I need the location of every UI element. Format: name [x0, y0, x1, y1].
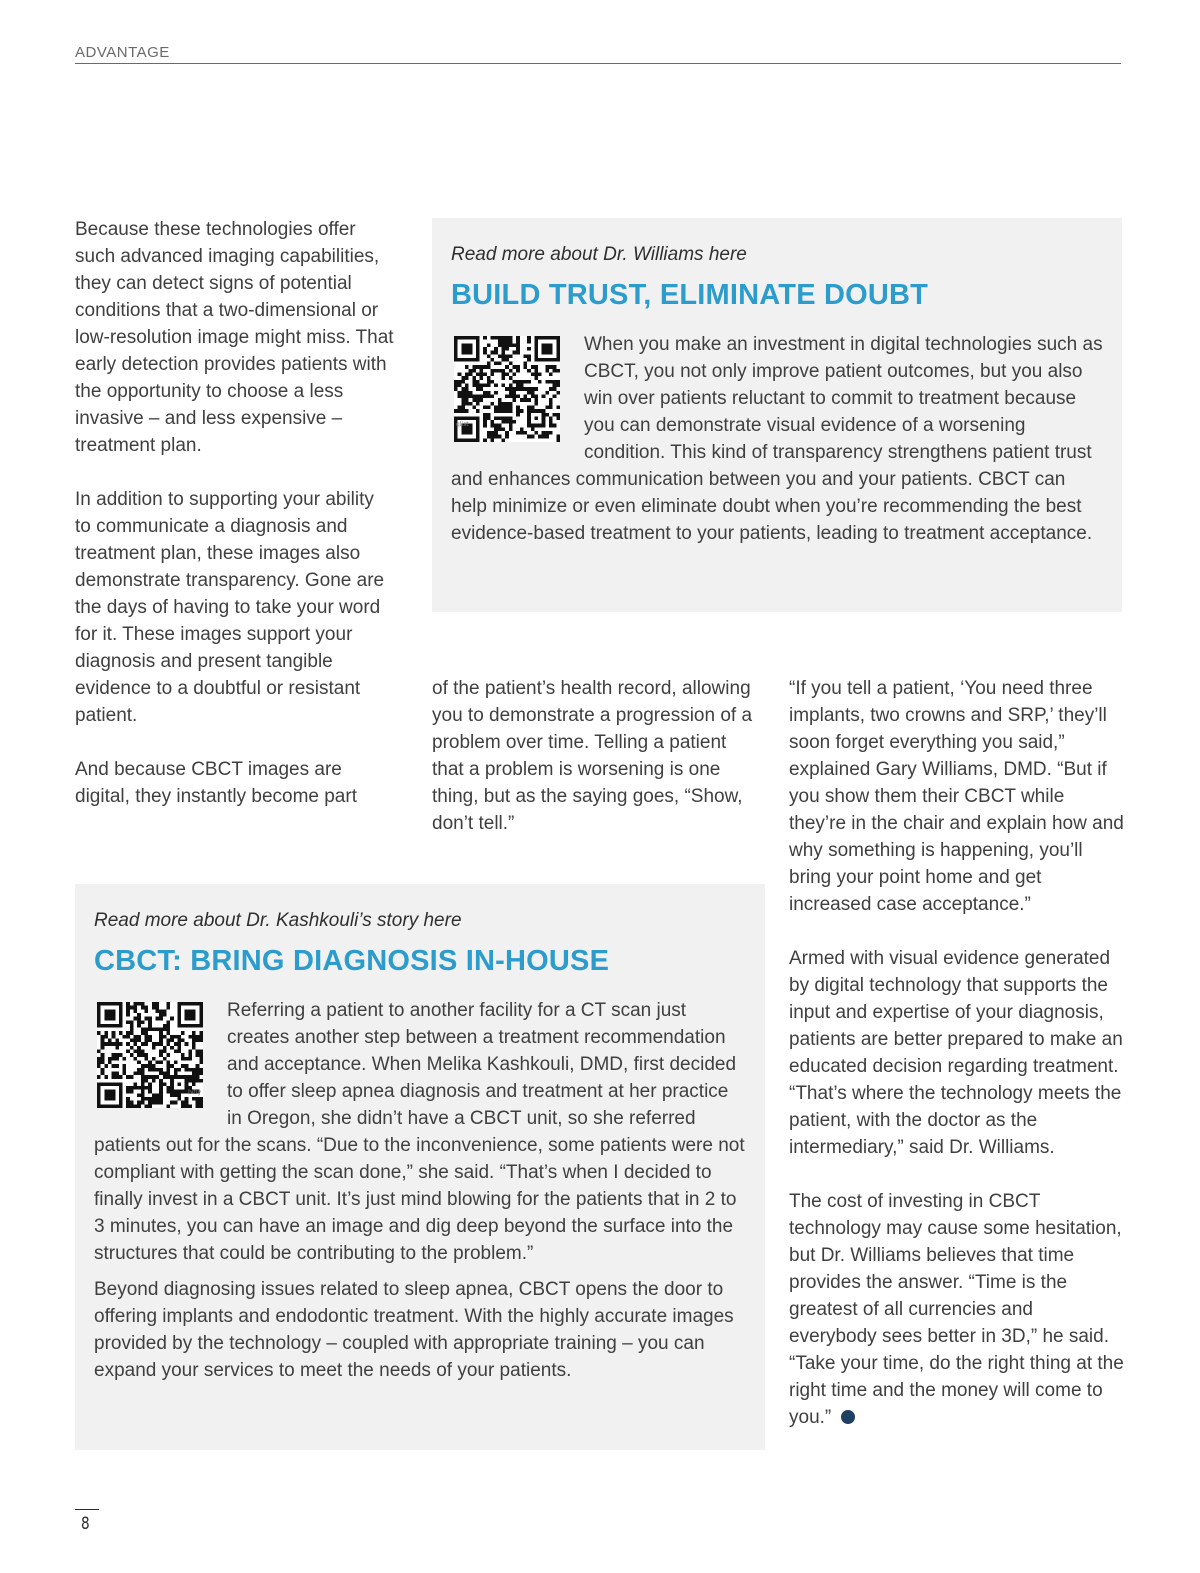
- in-house-paragraph-1: Referring a patient to another facility for a CT scan just creates another step between a treatment recommendation and acceptance. When Melika Kashkouli, DMD, first decided to offer sleep apnea diagnosis and treatment at her practice in Oregon, she didn’t have a CBCT unit, so she referred patients out for the scans. “Due to the inconvenience, some patients were not compliant with getting the scan done,” she said. “That’s when I decided to finally invest in a CBCT unit. It’s just mind blowing for the patients that in 2 to 3 minutes, you can have an image and dig deep beyond the surface into the structures that could be contributing to the problem.”: [94, 1000, 745, 1264]
- qr-mark-bitly: bitly: [187, 1089, 201, 1096]
- kashkouli-link-text[interactable]: Read more about Dr. Kashkouli’s story here: [94, 910, 462, 931]
- build-trust-paragraph: When you make an investment in digital technologies such as CBCT, you not only improve patient outcomes, but you also win over patients reluctant to commit to treatment because you can demonstrate visual evidence of a worsening condition. This kind of transparency strengthens patient trust and enhances communication between you and your patients. CBCT can help minimize or even eliminate doubt when you’re recommending the best evidence-based treatment to your patients, leading to treatment acceptance.: [451, 334, 1103, 544]
- left-paragraph-3: And because CBCT images are digital, they instantly become part: [75, 759, 357, 807]
- right-paragraph-2: Armed with visual evidence generated by digital technology that supports the input and expertise of your diagnosis, patients are better prepared to make an educated decision regarding treatment. “That’s where the technology meets the patient, with the doctor as the intermediary,” said Dr. Williams.: [789, 948, 1123, 1158]
- sidebar-in-house: [75, 884, 765, 1450]
- page-number-rule: [75, 1509, 99, 1510]
- middle-paragraph-1: of the patient’s health record, allowing you to demonstrate a progression of a problem over time. Telling a patient that a problem is worsening is one thing, but as the saying goes, “Show, don’t tell.”: [432, 678, 753, 834]
- qr-code-williams[interactable]: [454, 336, 560, 442]
- middle-column: [432, 675, 762, 837]
- section-label: ADVANTAGE: [75, 44, 170, 61]
- header-rule: [75, 63, 1121, 64]
- sidebar-build-trust: [432, 218, 1122, 612]
- in-house-title: CBCT: BRING DIAGNOSIS IN-HOUSE: [94, 945, 610, 977]
- left-paragraph-2: In addition to supporting your ability to communicate a diagnosis and treatment plan, these images also demonstrate transparency. Gone are the days of having to take your word for it. These images support your diagnosis and present tangible evidence to a doubtful or resistant patient.: [75, 489, 385, 726]
- page-number: 8: [81, 1514, 90, 1534]
- williams-link-text[interactable]: Read more about Dr. Williams here: [451, 244, 747, 265]
- left-paragraph-1: Because these technologies offer such advanced imaging capabilities, they can detect signs of potential conditions that a two-dimensional or low-resolution image might miss. That early detection provides patients with the opportunity to choose a less invasive – and less expensive – treatment plan.: [75, 219, 394, 456]
- end-mark-icon: [841, 1410, 855, 1424]
- right-paragraph-1: “If you tell a patient, ‘You need three implants, two crowns and SRP,’ they’ll soon forget everything you said,” explained Gary Williams, DMD. “But if you show them their CBCT while they’re in the chair and explain how and why something is happening, you’ll bring your point home and get increased case acceptance.”: [789, 678, 1124, 915]
- right-paragraph-3-text: The cost of investing in CBCT technology may cause some hesitation, but Dr. Williams believes that time provides the answer. “Time is the greatest of all currencies and everybody sees better in 3D,” he said. “Take your time, do the right thing at the right time and the money will come to you.”: [789, 1191, 1124, 1428]
- qr-code-kashkouli[interactable]: [97, 1002, 203, 1108]
- qr-mark-qlist: qlist: [456, 421, 469, 428]
- left-column: [75, 216, 395, 810]
- in-house-paragraph-2: Beyond diagnosing issues related to sleep apnea, CBCT opens the door to offering implants and endodontic treatment. With the highly accurate images provided by the technology – coupled with appropriate training – you can expand your services to meet the needs of your patients.: [94, 1279, 734, 1381]
- right-column: [789, 675, 1125, 1431]
- build-trust-title: BUILD TRUST, ELIMINATE DOUBT: [451, 279, 929, 311]
- right-paragraph-3: [789, 1188, 1125, 1431]
